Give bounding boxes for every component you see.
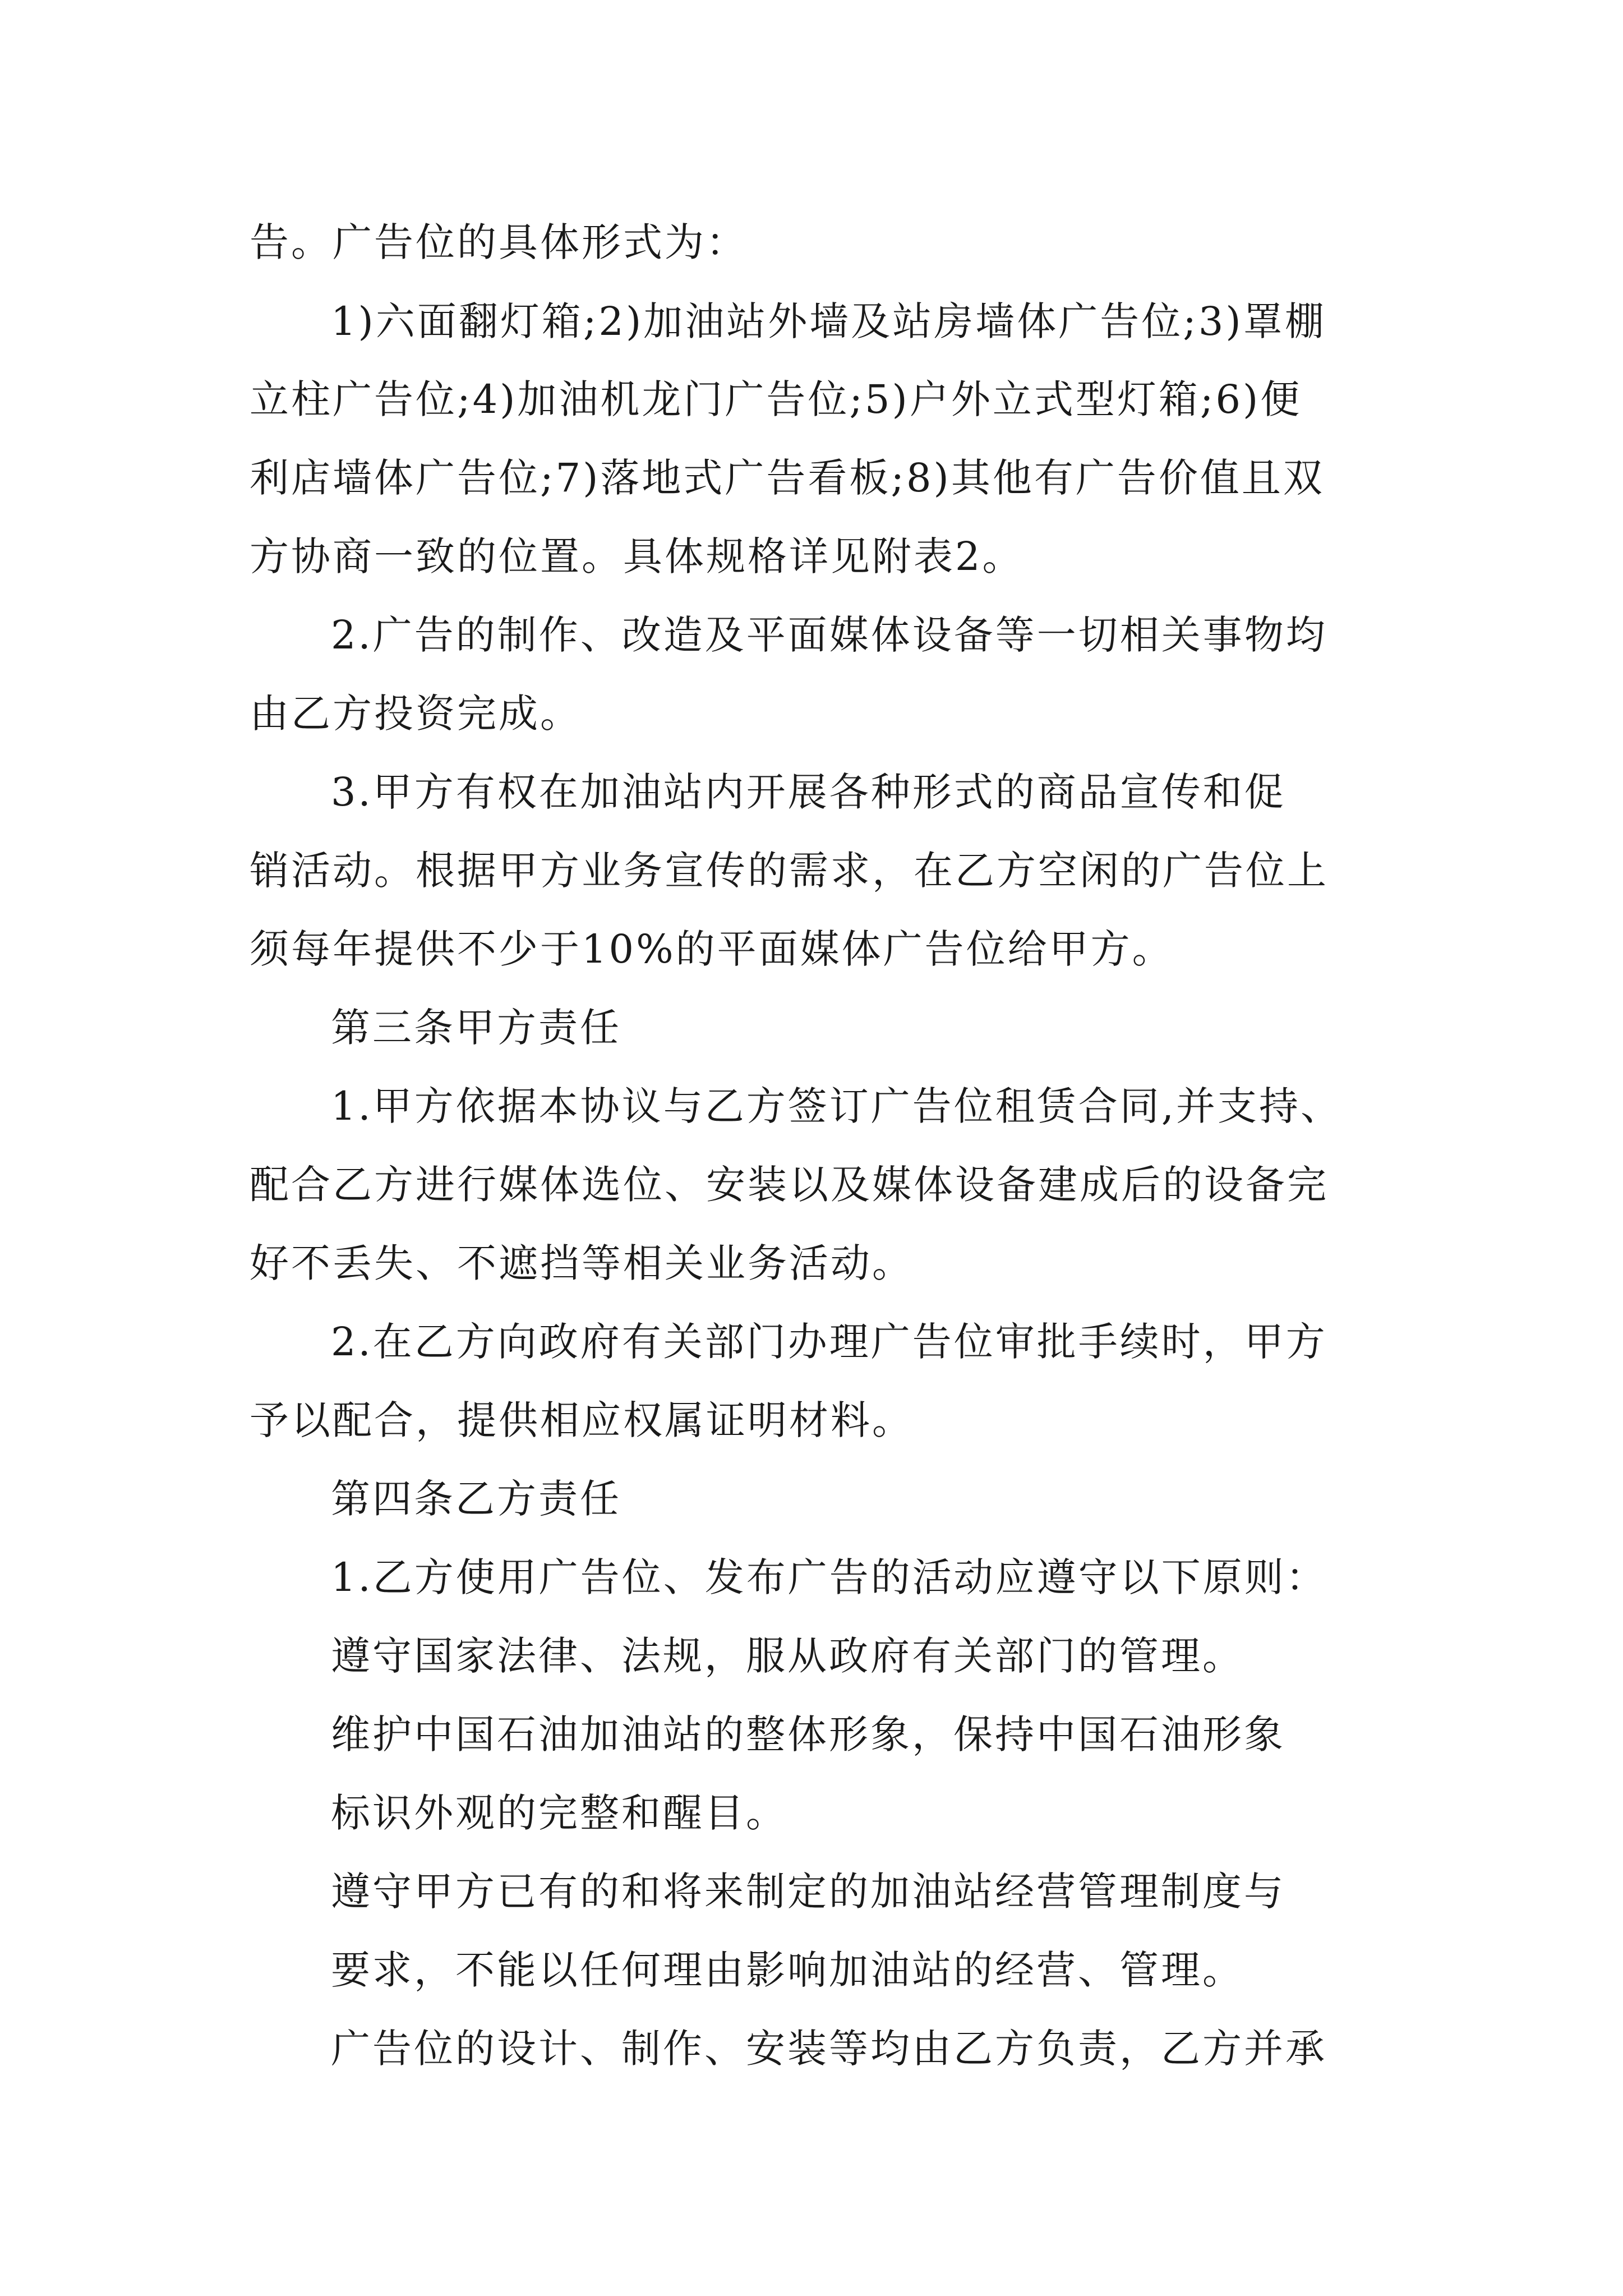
section-heading: 第四条乙方责任 [331, 1476, 621, 1522]
text-line: 维护中国石油加油站的整体形象，保持中国石油形象 [331, 1711, 1285, 1757]
text-line: 广告位的设计、制作、安装等均由乙方负责，乙方并承 [331, 2026, 1327, 2072]
text-line: 告。广告位的具体形式为： [250, 219, 748, 265]
text-line: 3.甲方有权在加油站内开展各种形式的商品宣传和促 [331, 769, 1286, 815]
text-line: 立柱广告位;4)加油机龙门广告位;5)户外立式型灯箱;6)便 [250, 376, 1302, 422]
text-line: 2.广告的制作、改造及平面媒体设备等一切相关事物均 [331, 612, 1327, 658]
text-line: 遵守国家法律、法规，服从政府有关部门的管理。 [331, 1633, 1244, 1679]
text-line: 要求，不能以任何理由影响加油站的经营、管理。 [331, 1947, 1244, 1993]
text-line: 遵守甲方已有的和将来制定的加油站经营管理制度与 [331, 1869, 1285, 1915]
text-line: 予以配合，提供相应权属证明材料。 [250, 1397, 914, 1443]
text-line: 方协商一致的位置。具体规格详见附表2。 [250, 533, 1024, 579]
text-line: 1.甲方依据本协议与乙方签订广告位租赁合同,并支持、 [331, 1083, 1343, 1129]
text-line: 利店墙体广告位;7)落地式广告看板;8)其他有广告价值且双 [250, 455, 1325, 501]
text-line: 标识外观的完整和醒目。 [331, 1790, 787, 1836]
text-line: 2.在乙方向政府有关部门办理广告位审批手续时，甲方 [331, 1319, 1327, 1365]
section-heading: 第三条甲方责任 [331, 1005, 621, 1051]
text-line: 1)六面翻灯箱;2)加油站外墙及站房墙体广告位;3)罩棚 [331, 298, 1326, 344]
text-line: 好不丢失、不遮挡等相关业务活动。 [250, 1240, 914, 1286]
text-line: 1.乙方使用广告位、发布广告的活动应遵守以下原则： [331, 1554, 1327, 1600]
text-line: 由乙方投资完成。 [250, 691, 582, 737]
text-line: 须每年提供不少于10%的平面媒体广告位给甲方。 [250, 926, 1174, 972]
text-line: 配合乙方进行媒体选位、安装以及媒体设备建成后的设备完 [250, 1162, 1329, 1208]
text-line: 销活动。根据甲方业务宣传的需求，在乙方空闲的广告位上 [250, 848, 1329, 894]
